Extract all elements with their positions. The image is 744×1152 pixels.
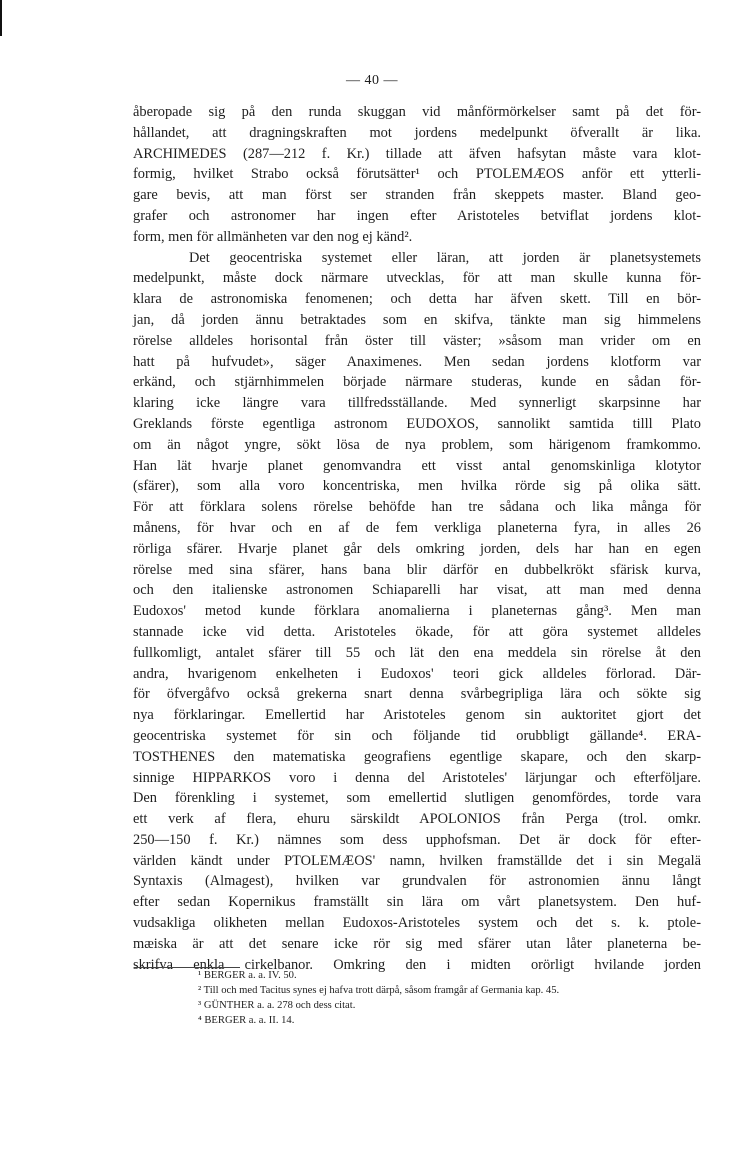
text-line: För att förklara solens rörelse behöfde han tre sådana och lika många för [133, 499, 701, 516]
text-line: andra, hvarigenom enkelheten i Eudoxos' teori gick alldeles förlorad. Där- [133, 665, 701, 682]
body-text [133, 102, 701, 975]
text-line: rörelse med sina sfärer, hans bana blir därför en dubbelkrökt sfärisk kurva, [133, 561, 701, 578]
text-line: mæiska är att det senare icke rör sig med sfärer utan låter planeterna be- [133, 935, 701, 952]
footnote: ⁴ BERGER a. a. II. 14. [198, 1015, 295, 1026]
text-line: om än något yngre, sökt lösa de nya problem, som härigenom framkommo. [133, 436, 701, 453]
page-edge-mark [0, 0, 2, 36]
text-line: grafer och astronomer har ingen efter Aristoteles betviflat jordens klot- [133, 207, 701, 224]
footnote: ³ GÜNTHER a. a. 278 och dess citat. [198, 1000, 356, 1011]
text-line: hatt på hufvudet», säger Anaximenes. Men sedan jordens klotform var [133, 353, 701, 370]
page-number: — 40 — [346, 73, 398, 88]
text-line: erkänd, och stjärnhimmelen började närmare studeras, kunde en sådan för- [133, 374, 701, 391]
text-line: Syntaxis (Almagest), hvilken var grundvalen för astronomien ännu långt [133, 873, 701, 890]
text-line: jan, då jorden ännu betraktades som en skifva, tänkte man sig himmelens [133, 311, 701, 328]
footnote: ¹ BERGER a. a. IV. 50. [198, 970, 297, 981]
text-line: rörliga sfärer. Hvarje planet går dels omkring jorden, dels har han en egen [133, 540, 701, 557]
text-line: Det geocentriska systemet eller läran, att jorden är planetsystemets [189, 249, 701, 266]
text-line: Han lät hvarje planet genomvandra ett visst antal genomskinliga klotytor [133, 457, 701, 474]
text-line: 250—150 f. Kr.) nämnes som dess upphofsman. Det är dock för efter- [133, 831, 701, 848]
text-line: ARCHIMEDES (287—212 f. Kr.) tillade att äfven hafsytan måste vara klot- [133, 145, 701, 162]
text-line: geocentriska systemet för sin och följande tid orubbligt gällande⁴. ERA- [133, 727, 701, 744]
text-line: form, men för allmänheten var den nog ej känd². [133, 228, 413, 245]
text-line: fullkomligt, antalet sfärer till 55 och lät den ena meddela sin rörelse åt den [133, 644, 701, 661]
text-line: vudsakliga olikheten mellan Eudoxos-Aristoteles system och det s. k. ptole- [133, 915, 701, 932]
text-line: åberopade sig på den runda skuggan vid månförmörkelser samt på det för- [133, 104, 701, 120]
text-line: klaring icke längre vara tillfredsställande. Med synnerligt skarpsinne har [133, 395, 701, 412]
text-line: efter sedan Kopernikus framställt sin lära om vårt planetsystem. Den huf- [133, 894, 701, 911]
text-line: medelpunkt, måste dock närmare utvecklas, för att man skulle kunna för- [133, 270, 701, 287]
footnotes [198, 968, 708, 1028]
text-line: hållandet, att dragningskraften mot jordens medelpunkt öfverallt är lika. [133, 124, 701, 141]
text-line: sinnige HIPPARKOS voro i denna del Aristoteles' lärjungar och efterföljare. [133, 769, 701, 786]
text-line: rörelse alldeles horisontal från öster till väster; »såsom man vrider om en [133, 332, 701, 349]
text-line: Eudoxos' metod kunde förklara anomalierna i planeternas gång³. Men man [133, 603, 701, 620]
text-line: Den förenkling i systemet, som emellertid slutligen genomfördes, torde vara [133, 790, 701, 807]
text-line: världen kändt under PTOLEMÆOS' namn, hvilken framställde det i sin Megalä [133, 852, 701, 869]
footnote: ² Till och med Tacitus synes ej hafva trott därpå, såsom framgår af Germania kap. 45. [198, 985, 560, 996]
text-line: Greklands förste egentliga astronom EUDOXOS, sannolikt samtida tilll Plato [133, 415, 701, 432]
text-line: skrifva enkla cirkelbanor. Omkring den i midten orörligt hvilande jorden [133, 956, 701, 973]
text-line: ett verk af flera, ehuru särskildt APOLONIOS från Perga (trol. omkr. [133, 811, 701, 828]
text-line: nya förklaringar. Emellertid har Aristoteles genom sin auktoritet gjort det [133, 707, 701, 724]
text-line: stannade icke vid detta. Aristoteles ökade, för att göra systemet alldeles [133, 623, 701, 640]
text-line: (sfärer), som alla voro koncentriska, men hvilka rörde sig på olika sätt. [133, 478, 701, 495]
text-line: gare bevis, att man först ser stranden från skeppets master. Bland geo- [133, 187, 701, 204]
text-line: månens, för hvar och en af de fem verkliga planeterna fyra, in alles 26 [133, 519, 701, 536]
text-line: TOSTHENES den matematiska geografiens egentlige skapare, och den skarp- [133, 748, 701, 765]
text-line: klara de astronomiska fenomenen; och detta har äfven skett. Till en bör- [133, 291, 701, 308]
text-line: för öfvergåfvo också grekerna snart denna svårbegripliga lära och sökte sig [133, 686, 701, 703]
text-line: och den italienske astronomen Schiaparelli har visat, att man med denna [133, 582, 701, 599]
text-line: formig, hvilket Strabo också förutsätter¹ och PTOLEMÆOS anför ett ytterli- [133, 166, 701, 183]
